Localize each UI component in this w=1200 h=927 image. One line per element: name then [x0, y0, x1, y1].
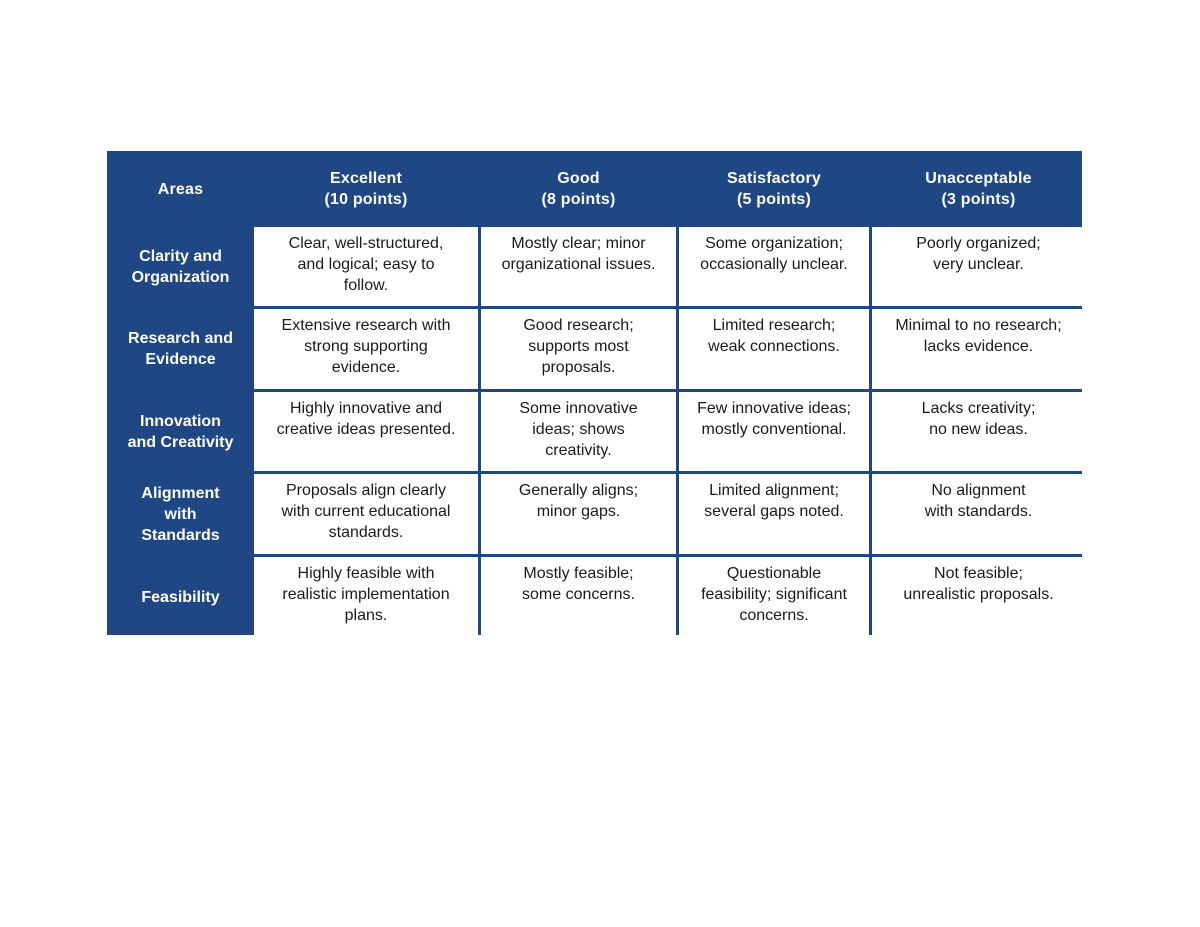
- header-satisfactory: Satisfactory (5 points): [727, 170, 821, 208]
- cell-feasibility-satisfactory: Questionable feasibility; significant concerns.: [679, 557, 869, 637]
- cell-innovation-good: Some innovative ideas; shows creativity.: [481, 392, 676, 471]
- cell-alignment-unacceptable: No alignment with standards.: [872, 474, 1085, 554]
- area-innovation-creativity: Innovation and Creativity: [127, 412, 234, 451]
- cell-clarity-unacceptable: Poorly organized; very unclear.: [872, 227, 1085, 306]
- cell-clarity-satisfactory: Some organization; occasionally unclear.: [679, 227, 869, 306]
- area-research-evidence: Research and Evidence: [128, 330, 233, 368]
- cell-alignment-good: Generally aligns; minor gaps.: [481, 474, 676, 554]
- cell-research-satisfactory: Limited research; weak connections.: [679, 309, 869, 389]
- area-clarity-organization: Clarity and Organization: [131, 247, 230, 286]
- header-good: Good (8 points): [541, 170, 616, 208]
- header-unacceptable: Unacceptable (3 points): [925, 170, 1032, 208]
- rubric-table: [107, 151, 1082, 635]
- cell-research-unacceptable: Minimal to no research; lacks evidence.: [872, 309, 1085, 389]
- header-areas: Areas: [157, 180, 204, 198]
- cell-alignment-excellent: Proposals align clearly with current educational standards.: [254, 474, 478, 554]
- cell-innovation-excellent: Highly innovative and creative ideas presented.: [254, 392, 478, 471]
- cell-innovation-satisfactory: Few innovative ideas; mostly conventional.: [679, 392, 869, 471]
- cell-research-good: Good research; supports most proposals.: [481, 309, 676, 389]
- cell-feasibility-excellent: Highly feasible with realistic implementation plans.: [254, 557, 478, 637]
- cell-clarity-excellent: Clear, well-structured, and logical; easy to follow.: [254, 227, 478, 306]
- header-excellent: Excellent (10 points): [324, 170, 408, 208]
- area-alignment-standards: Alignment with Standards: [141, 484, 220, 544]
- cell-innovation-unacceptable: Lacks creativity; no new ideas.: [872, 392, 1085, 471]
- cell-feasibility-unacceptable: Not feasible; unrealistic proposals.: [872, 557, 1085, 637]
- cell-alignment-satisfactory: Limited alignment; several gaps noted.: [679, 474, 869, 554]
- cell-research-excellent: Extensive research with strong supporting evidence.: [254, 309, 478, 389]
- cell-clarity-good: Mostly clear; minor organizational issues.: [481, 227, 676, 306]
- area-feasibility: Feasibility: [141, 588, 220, 606]
- cell-feasibility-good: Mostly feasible; some concerns.: [481, 557, 676, 637]
